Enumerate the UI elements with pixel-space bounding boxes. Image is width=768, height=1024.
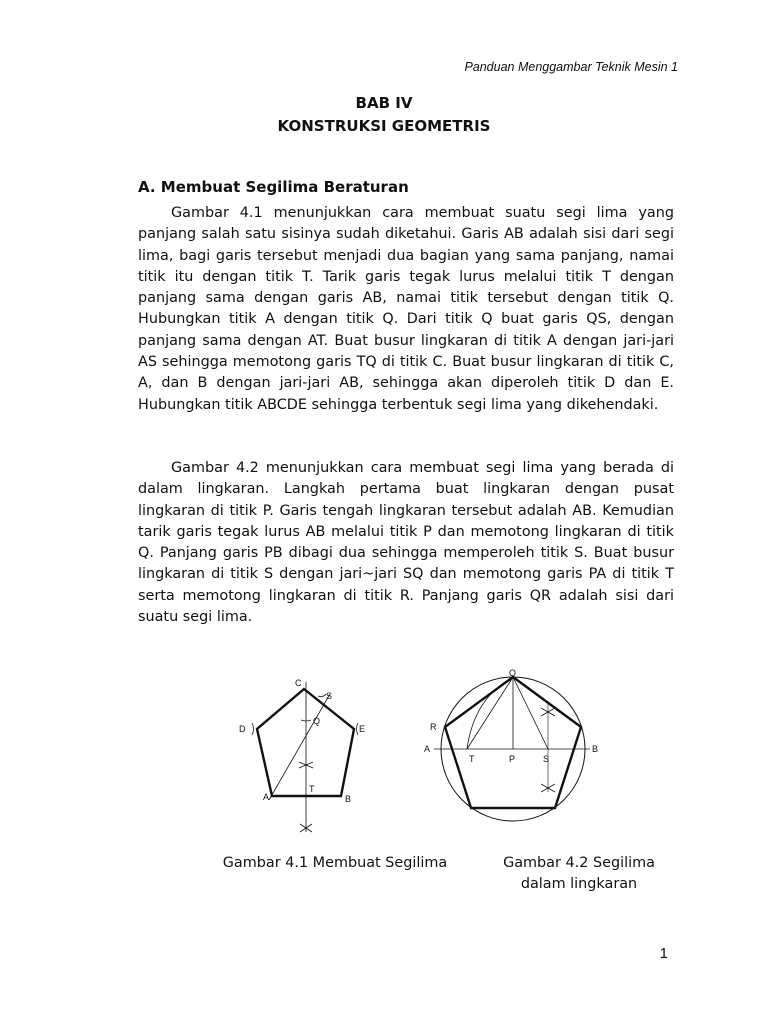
label-e: E [359,724,366,734]
label-s: S [326,691,333,701]
label-t: T [309,784,315,794]
label-c: C [295,678,302,688]
chapter-title: KONSTRUKSI GEOMETRIS [277,117,491,135]
label-b: B [592,744,599,754]
label-t: T [469,754,475,764]
figure-4-2-caption-line-2: dalam lingkaran [520,876,638,892]
line-qt [467,677,513,749]
pentagon-outline [257,689,354,796]
paragraph-2: Gambar 4.2 menunjukkan cara membuat segi lima yang berada di dalam lingkaran. Langkah pertama buat lingkaran dengan pusat lingkaran di titik P. Garis tengah lingkaran tersebut adalah AB. Kemudian tarik garis tegak lurus AB melalui titik P dan memotong lingkaran di titik Q. Panjang garis PB dibagi dua sehingga memperoleh titik S. Buat busur lingkaran di titik S dengan jari~jari SQ dan memotong garis PA di titik T serta memotong lingkaran di titik R. Panjang garis QR adalah sisi dari suatu segi lima. [138,460,674,626]
arc-mark [318,694,326,697]
page-number: 1 [659,945,668,962]
line-qs [513,677,548,749]
section-heading: A. Membuat Segilima Beraturan [138,178,409,196]
arc-mark [252,723,254,735]
figure-4-1-pentagon-construction [205,672,390,844]
label-a: A [424,744,431,754]
figure-4-1-caption: Gambar 4.1 Membuat Segilima [222,855,448,871]
figure-4-2-pentagon-in-circle [412,668,602,848]
figure-4-2-caption-line-1: Gambar 4.2 Segilima [503,855,655,871]
label-q: Q [509,668,517,678]
label-r: R [430,722,437,732]
label-a: A [263,792,270,802]
chapter-number: BAB IV [355,94,413,112]
paragraph-1: Gambar 4.1 menunjukkan cara membuat suatu segi lima yang panjang salah satu sisinya sudah diketahui. Garis AB adalah sisi dari segi lima, bagi garis tersebut menjadi dua bagian yang sama panjang, namai titik itu dengan titik T. Tarik garis tegak lurus melalui titik T dengan panjang sama dengan garis AB, namai titik tersebut dengan titik Q. Hubungkan titik A dengan titik Q. Dari titik Q buat garis QS, dengan panjang sama dengan AT. Buat busur lingkaran di titik A dengan jari-jari AS sehingga memotong garis TQ di titik C. Buat busur lingkaran di titik C, A, dan B dengan jari-jari AB, sehingga akan diperoleh titik D dan E. Hubungkan titik ABCDE sehingga terbentuk segi lima yang dikehendaki. [138,205,674,413]
label-p: P [509,754,516,764]
figure-4-2-caption [484,853,674,895]
label-b: B [345,794,352,804]
label-d: D [239,724,246,734]
arc-mark [357,723,359,735]
running-header: Panduan Menggambar Teknik Mesin 1 [464,60,678,74]
label-q: Q [313,716,321,726]
label-s: S [543,754,550,764]
